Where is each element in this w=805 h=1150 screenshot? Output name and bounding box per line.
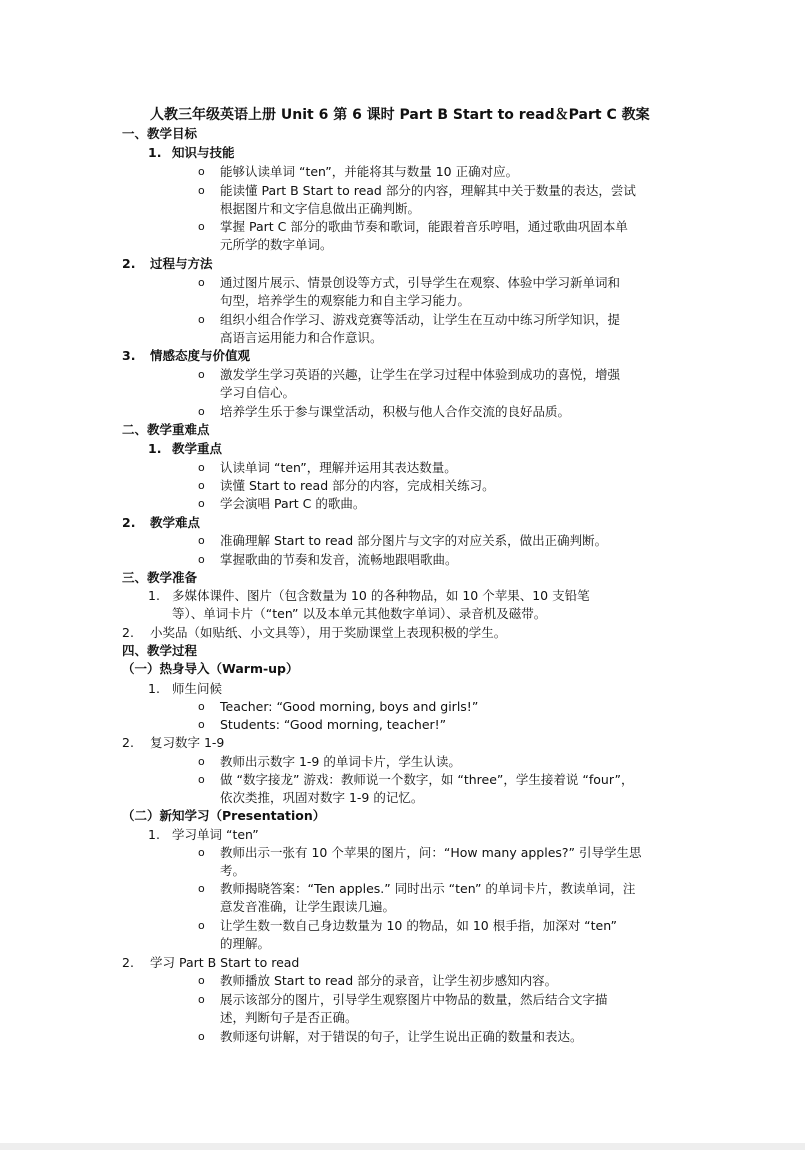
bullet-item-cont: 高语言运用能力和合作意识。	[220, 330, 383, 345]
bullet-item: 认读单词 “ten”，理解并运用其表达数量。	[220, 460, 457, 475]
bullet-icon: o	[198, 461, 205, 474]
document-title: 人教三年级英语上册 Unit 6 第 6 课时 Part B Start to read＆Part C 教案	[150, 107, 650, 123]
page-bottom-edge	[0, 1143, 805, 1150]
bullet-icon: o	[198, 1030, 205, 1043]
bullet-item: 做 “数字接龙” 游戏：教师说一个数字，如 “three”，学生接着说 “four”，	[220, 772, 634, 787]
s2-sub1-number: 1.	[148, 441, 162, 456]
part1-step1-title: 师生问候	[172, 681, 223, 696]
bullet-icon: o	[198, 313, 205, 326]
bullet-item: 让学生数一数自己身边数量为 10 的物品，如 10 根手指，加深对 “ten”	[220, 918, 617, 933]
s3-item2-number: 2.	[122, 625, 134, 640]
part2-step2-title: 学习 Part B Start to read	[150, 955, 300, 970]
bullet-item-cont: 元所学的数字单词。	[220, 237, 333, 252]
bullet-icon: o	[198, 993, 205, 1006]
s1-sub2-title: 过程与方法	[150, 256, 213, 271]
bullet-item-cont: 根据图片和文字信息做出正确判断。	[220, 201, 421, 216]
bullet-item: 通过图片展示、情景创设等方式，引导学生在观察、体验中学习新单词和	[220, 275, 621, 290]
bullet-icon: o	[198, 479, 205, 492]
bullet-item: 展示该部分的图片，引导学生观察图片中物品的数量，然后结合文字描	[220, 992, 608, 1007]
s2-sub1-title: 教学重点	[172, 441, 223, 456]
bullet-item-cont: 的理解。	[220, 936, 271, 951]
bullet-icon: o	[198, 368, 205, 381]
bullet-item: 掌握 Part C 部分的歌曲节奏和歌词，能跟着音乐哼唱，通过歌曲巩固本单	[220, 219, 628, 234]
bullet-item-cont: 考。	[220, 863, 246, 878]
s1-sub3-title: 情感态度与价值观	[150, 348, 251, 363]
bullet-icon: o	[198, 700, 205, 713]
part1-heading: （一）热身导入（Warm-up）	[122, 661, 299, 676]
bullet-item: 教师出示数字 1-9 的单词卡片，学生认读。	[220, 754, 461, 769]
section-2-heading: 二、教学重难点	[122, 422, 210, 437]
bullet-item: 读懂 Start to read 部分的内容，完成相关练习。	[220, 478, 495, 493]
s1-sub1-number: 1.	[148, 145, 162, 160]
s1-sub1-title: 知识与技能	[172, 145, 235, 160]
bullet-icon: o	[198, 553, 205, 566]
bullet-item: 掌握歌曲的节奏和发音，流畅地跟唱歌曲。	[220, 552, 458, 567]
section-4-heading: 四、教学过程	[122, 643, 198, 658]
s2-sub2-number: 2.	[122, 515, 136, 530]
bullet-item-cont: 意发音准确，让学生跟读几遍。	[220, 899, 396, 914]
bullet-icon: o	[198, 919, 205, 932]
bullet-icon: o	[198, 534, 205, 547]
bullet-item: Teacher: “Good morning, boys and girls!”	[220, 699, 479, 714]
bullet-item: 教师揭晓答案：“Ten apples.” 同时出示 “ten” 的单词卡片，教读单词，注	[220, 881, 636, 896]
bullet-item: 培养学生乐于参与课堂活动，积极与他人合作交流的良好品质。	[220, 404, 571, 419]
part1-step2-title: 复习数字 1-9	[150, 735, 225, 750]
bullet-item-cont: 依次类推，巩固对数字 1-9 的记忆。	[220, 790, 424, 805]
bullet-item: 能读懂 Part B Start to read 部分的内容，理解其中关于数量的表达，尝试	[220, 183, 636, 198]
bullet-item: 准确理解 Start to read 部分图片与文字的对应关系，做出正确判断。	[220, 533, 608, 548]
bullet-icon: o	[198, 184, 205, 197]
s1-sub2-number: 2.	[122, 256, 136, 271]
section-1-heading: 一、教学目标	[122, 126, 198, 141]
bullet-item: 能够认读单词 “ten”，并能将其与数量 10 正确对应。	[220, 164, 519, 179]
part2-step2-number: 2.	[122, 955, 134, 970]
bullet-item-cont: 句型，培养学生的观察能力和自主学习能力。	[220, 293, 471, 308]
bullet-item-cont: 学习自信心。	[220, 385, 296, 400]
part1-step1-number: 1.	[148, 681, 160, 696]
bullet-icon: o	[198, 974, 205, 987]
bullet-item: 教师逐句讲解，对于错误的句子，让学生说出正确的数量和表达。	[220, 1029, 583, 1044]
bullet-icon: o	[198, 882, 205, 895]
bullet-item: 教师播放 Start to read 部分的录音，让学生初步感知内容。	[220, 973, 558, 988]
bullet-item: 教师出示一张有 10 个苹果的图片，问：“How many apples?” 引导学生思	[220, 845, 642, 860]
s3-item1-number: 1.	[148, 588, 160, 603]
bullet-item: 组织小组合作学习、游戏竞赛等活动，让学生在互动中练习所学知识，提	[220, 312, 621, 327]
bullet-item: 激发学生学习英语的兴趣，让学生在学习过程中体验到成功的喜悦，增强	[220, 367, 621, 382]
part2-heading: （二）新知学习（Presentation）	[122, 808, 326, 823]
s3-item2-text: 小奖品（如贴纸、小文具等），用于奖励课堂上表现积极的学生。	[150, 625, 507, 640]
s2-sub2-title: 教学难点	[150, 515, 201, 530]
section-3-heading: 三、教学准备	[122, 570, 198, 585]
s3-item1-text: 多媒体课件、图片（包含数量为 10 的各种物品，如 10 个苹果、10 支铅笔	[172, 588, 590, 603]
bullet-icon: o	[198, 773, 205, 786]
bullet-icon: o	[198, 165, 205, 178]
bullet-item: Students: “Good morning, teacher!”	[220, 717, 447, 732]
bullet-icon: o	[198, 276, 205, 289]
bullet-icon: o	[198, 405, 205, 418]
part2-step1-number: 1.	[148, 827, 160, 842]
bullet-item-cont: 述，判断句子是否正确。	[220, 1010, 358, 1025]
part2-step1-title: 学习单词 “ten”	[172, 827, 259, 842]
bullet-icon: o	[198, 220, 205, 233]
s1-sub3-number: 3.	[122, 348, 136, 363]
bullet-icon: o	[198, 846, 205, 859]
bullet-icon: o	[198, 497, 205, 510]
s3-item1-text-cont: 等）、单词卡片（“ten” 以及本单元其他数字单词）、录音机及磁带。	[172, 606, 547, 621]
bullet-item: 学会演唱 Part C 的歌曲。	[220, 496, 366, 511]
bullet-icon: o	[198, 718, 205, 731]
part1-step2-number: 2.	[122, 735, 134, 750]
bullet-icon: o	[198, 755, 205, 768]
